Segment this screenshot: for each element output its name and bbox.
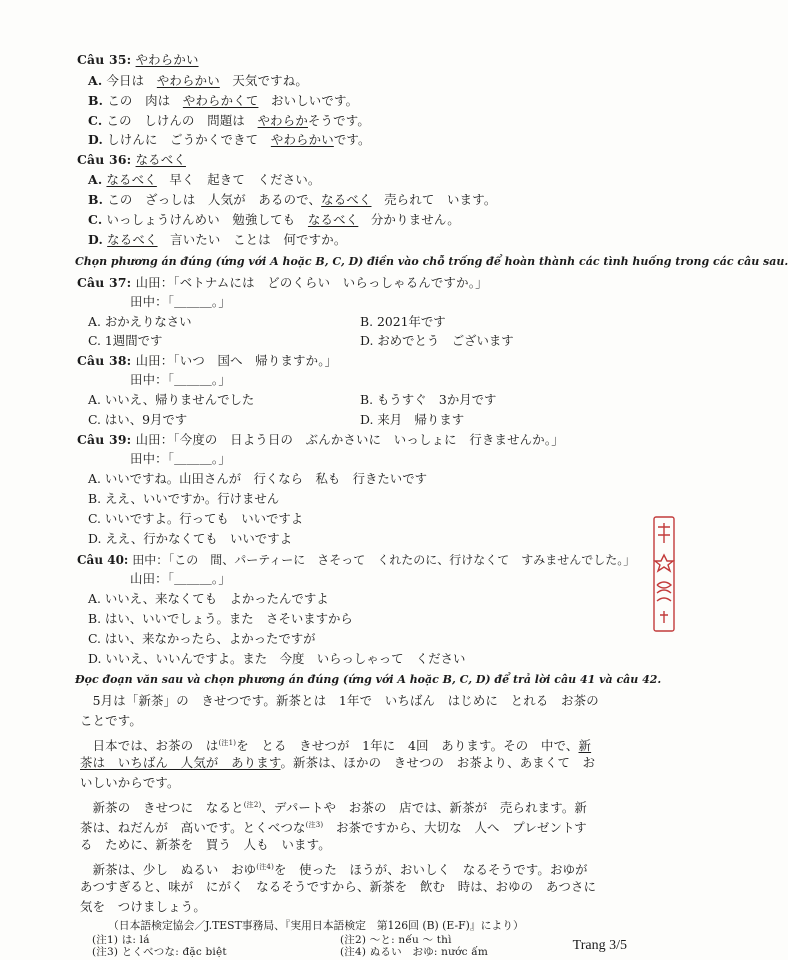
q38-option-d: D. 来月 帰ります [360,412,465,427]
question-38-prompt: Câu 38: 山田：「いつ 国へ 帰りますか。」 [77,353,338,368]
passage-line: 新茶は、少し ぬるい おゆ$^{(注4)}$を 使った ほうが、おいしく なるそうです。おゆが [80,862,588,878]
question-37-reply: 田中：「＿＿＿。」 [130,294,231,309]
target-word: なるべく [135,152,186,167]
q39-option-d: D. ええ、行かなくても いいですよ [88,531,292,546]
question-35-heading [77,52,199,68]
question-36-heading [77,152,186,168]
question-40-prompt: Câu 40: 田中：「この 間、パーティーに さそって くれたのに、行けなくて すみませんでした。」 [77,553,636,567]
q36-option-b: B. この ざっしは 人気が あるので、なるべく 売られて います。 [88,192,497,207]
q38-option-a: A. いいえ、帰りませんでした [88,392,255,407]
passage-line: 茶は いちばん 人気が あります。新茶は、ほかの きせつの お茶より、あまくて お [80,755,596,770]
passage-line: 茶は、ねだんが 高いです。とくべつな$^{(注3)}$ お茶ですから、大切な 人へ プレゼントす [80,820,587,836]
passage-source: （日本語検定協会／J.TEST事務局、『実用日本語検定 第126回 (B) (E-F)』により） [108,919,524,932]
passage-line: いしいからです。 [80,775,180,790]
passage-line: 気を つけましょう。 [80,899,206,914]
question-38-reply: 田中：「＿＿＿。」 [130,372,231,387]
passage-line: ことです。 [80,713,142,728]
q40-option-b: B. はい、いいでしょう。また さそいますから [88,611,353,626]
q38-option-c: C. はい、9月です [88,412,188,427]
target-word: やわらかい [135,52,199,67]
q39-option-c: C. いいですよ。行っても いいですよ [88,511,304,526]
passage-line: る ために、新茶を 買う 人も います。 [80,837,331,852]
q40-option-c: C. はい、来なかったら、よかったですが [88,631,316,646]
q36-option-d: D. なるべく 言いたい ことは 何ですか。 [88,232,347,247]
q36-option-c: C. いっしょうけんめい 勉強しても なるべく 分かりません。 [88,212,460,227]
q37-option-b: B. 2021年です [360,314,446,329]
passage-line: 新茶の きせつに なると$^{(注2)}$、デパートや お茶の 店では、新茶が 売られます。新 [80,800,588,816]
q35-option-c: C. この しけんの 問題は やわらかそうです。 [88,113,370,128]
q35-option-b: B. この 肉は やわらかくて おいしいです。 [88,93,359,108]
red-seal-stamp [652,515,676,633]
question-39-reply: 田中：「＿＿＿。」 [130,451,231,466]
question-39-prompt: Câu 39: 山田：「今度の 日よう日の ぶんかさいに いっしょに 行きませんか。」 [77,432,564,447]
question-37-prompt: Câu 37: 山田：「ベトナムには どのくらい いらっしゃるんですか。」 [77,275,488,290]
question-40-reply: 山田：「＿＿＿。」 [130,571,231,586]
q35-option-a: A. 今日は やわらかい 天気ですね。 [88,73,308,88]
q37-option-c: C. 1週間です [88,333,163,348]
page-number: Trang 3/5 [572,938,627,953]
passage-line: 日本では、お茶の は$^{(注1)}$を とる きせつが 1年に 4回 あります。その 中で、新 [80,738,592,754]
footnote-2: (注2) ～と: nếu ～ thì [340,934,452,946]
q35-option-d: D. しけんに ごうかくできて やわらかいです。 [88,132,371,147]
q39-option-a: A. いいですね。山田さんが 行くなら 私も 行きたいです [88,471,427,486]
q39-option-b: B. ええ、いいですか。行けません [88,491,280,506]
section-instruction: Chọn phương án đúng (ứng với A hoặc B, C, D) điền vào chỗ trống để hoàn thành các tình huống trong các câu sau. [75,255,788,268]
footnote-3: (注3) とくべつな: đặc biệt [92,946,227,958]
q40-option-a: A. いいえ、来なくても よかったんですよ [88,591,329,606]
question-label: Câu 35: [77,52,132,67]
q36-option-a: A. なるべく 早く 起きて ください。 [88,172,321,187]
footnote-1: (注1) は: lá [92,934,150,946]
question-label: Câu 36: [77,152,132,167]
reading-instruction: Đọc đoạn văn sau và chọn phương án đúng (ứng với A hoặc B, C, D) để trả lời câu 41 và câu 42. [75,673,662,686]
q37-option-a: A. おかえりなさい [88,314,192,329]
passage-line: あつすぎると、味が にがく なるそうですから、新茶を 飲む 時は、おゆの あつさに [80,879,597,894]
q37-option-d: D. おめでとう ございます [360,333,514,348]
footnote-4: (注4) ぬるい おゆ: nước ấm [340,946,489,958]
passage-line: 5月は「新茶」の きせつです。新茶とは 1年で いちばん はじめに とれる お茶の [80,693,599,708]
q38-option-b: B. もうすぐ 3か月です [360,392,497,407]
q40-option-d: D. いいえ、いいんですよ。また 今度 いらっしゃって ください [88,651,466,666]
